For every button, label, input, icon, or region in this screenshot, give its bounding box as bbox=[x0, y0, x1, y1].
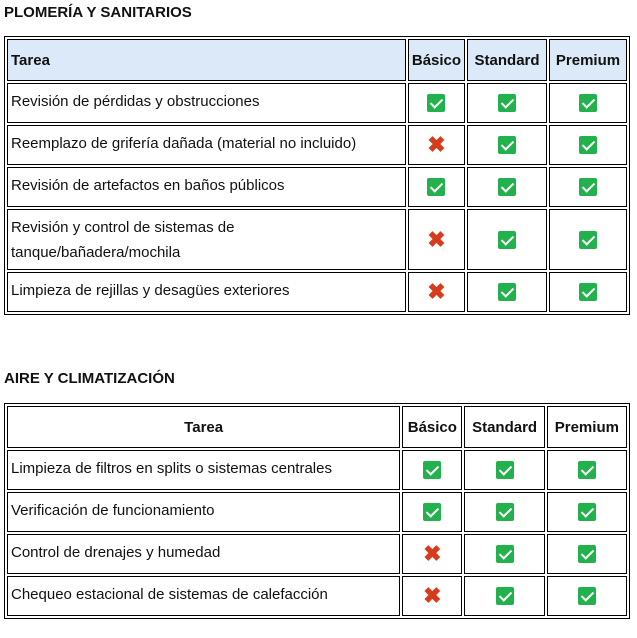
check-icon bbox=[578, 461, 596, 479]
table-row bbox=[7, 83, 627, 123]
premium-cell bbox=[547, 534, 627, 574]
header-standard: Standard bbox=[464, 406, 544, 448]
check-icon bbox=[498, 283, 516, 301]
standard-cell bbox=[467, 83, 547, 123]
premium-cell bbox=[549, 209, 627, 270]
table-row bbox=[7, 450, 627, 490]
check-icon bbox=[496, 587, 514, 605]
check-icon bbox=[578, 503, 596, 521]
table-row bbox=[7, 209, 627, 270]
check-icon bbox=[423, 461, 441, 479]
premium-cell bbox=[547, 576, 627, 616]
cross-icon: ✖ bbox=[427, 226, 446, 252]
section-title-plomeria: PLOMERÍA Y SANITARIOS bbox=[4, 4, 192, 21]
premium-cell bbox=[549, 167, 627, 207]
header-standard: Standard bbox=[467, 39, 547, 81]
basic-cell bbox=[402, 534, 462, 574]
basic-cell bbox=[402, 576, 462, 616]
premium-cell bbox=[549, 125, 627, 165]
cross-icon: ✖ bbox=[427, 132, 446, 158]
premium-cell bbox=[547, 450, 627, 490]
check-icon bbox=[579, 283, 597, 301]
check-icon bbox=[498, 94, 516, 112]
basic-cell bbox=[402, 450, 462, 490]
task-cell: Limpieza de rejillas y desagües exteriores bbox=[7, 272, 406, 312]
aire-body bbox=[7, 450, 627, 616]
header-task: Tarea bbox=[7, 39, 406, 81]
table-row bbox=[7, 576, 627, 616]
plomeria-body bbox=[7, 83, 627, 312]
check-icon bbox=[579, 231, 597, 249]
standard-cell bbox=[467, 125, 547, 165]
basic-cell bbox=[408, 125, 465, 165]
basic-cell bbox=[408, 209, 465, 270]
cross-icon: ✖ bbox=[423, 583, 442, 609]
check-icon bbox=[498, 231, 516, 249]
check-icon bbox=[498, 178, 516, 196]
premium-cell bbox=[549, 272, 627, 312]
table-row bbox=[7, 167, 627, 207]
standard-cell bbox=[464, 576, 544, 616]
standard-cell bbox=[467, 272, 547, 312]
basic-cell bbox=[408, 167, 465, 207]
check-icon bbox=[496, 503, 514, 521]
section-title-aire: AIRE Y CLIMATIZACIÓN bbox=[4, 370, 175, 387]
header-premium: Premium bbox=[549, 39, 627, 81]
check-icon bbox=[579, 94, 597, 112]
check-icon bbox=[496, 461, 514, 479]
premium-cell bbox=[549, 83, 627, 123]
check-icon bbox=[427, 178, 445, 196]
aire-table bbox=[4, 403, 630, 619]
standard-cell bbox=[464, 492, 544, 532]
task-cell: Revisión y control de sistemas de tanque/bañadera/mochila bbox=[7, 209, 406, 270]
task-cell: Control de drenajes y humedad bbox=[7, 534, 400, 574]
task-cell: Verificación de funcionamiento bbox=[7, 492, 400, 532]
header-task: Tarea bbox=[7, 406, 400, 448]
standard-cell bbox=[464, 534, 544, 574]
task-cell: Chequeo estacional de sistemas de calefacción bbox=[7, 576, 400, 616]
check-icon bbox=[427, 94, 445, 112]
check-icon bbox=[579, 178, 597, 196]
table-row bbox=[7, 534, 627, 574]
header-premium: Premium bbox=[547, 406, 627, 448]
table-row bbox=[7, 272, 627, 312]
standard-cell bbox=[464, 450, 544, 490]
header-basic: Básico bbox=[408, 39, 465, 81]
cross-icon: ✖ bbox=[427, 279, 446, 305]
check-icon bbox=[423, 503, 441, 521]
cross-icon: ✖ bbox=[423, 541, 442, 567]
premium-cell bbox=[547, 492, 627, 532]
task-cell: Revisión de artefactos en baños públicos bbox=[7, 167, 406, 207]
task-cell: Reemplazo de grifería dañada (material no incluido) bbox=[7, 125, 406, 165]
task-cell: Limpieza de filtros en splits o sistemas centrales bbox=[7, 450, 400, 490]
check-icon bbox=[579, 136, 597, 154]
basic-cell bbox=[408, 83, 465, 123]
check-icon bbox=[578, 545, 596, 563]
plomeria-table bbox=[4, 36, 630, 315]
table-header-row bbox=[7, 39, 627, 81]
standard-cell bbox=[467, 209, 547, 270]
basic-cell bbox=[402, 492, 462, 532]
table-row bbox=[7, 125, 627, 165]
check-icon bbox=[578, 587, 596, 605]
header-basic: Básico bbox=[402, 406, 462, 448]
basic-cell bbox=[408, 272, 465, 312]
check-icon bbox=[498, 136, 516, 154]
check-icon bbox=[496, 545, 514, 563]
table-row bbox=[7, 492, 627, 532]
table-header-row bbox=[7, 406, 627, 448]
task-cell: Revisión de pérdidas y obstrucciones bbox=[7, 83, 406, 123]
standard-cell bbox=[467, 167, 547, 207]
